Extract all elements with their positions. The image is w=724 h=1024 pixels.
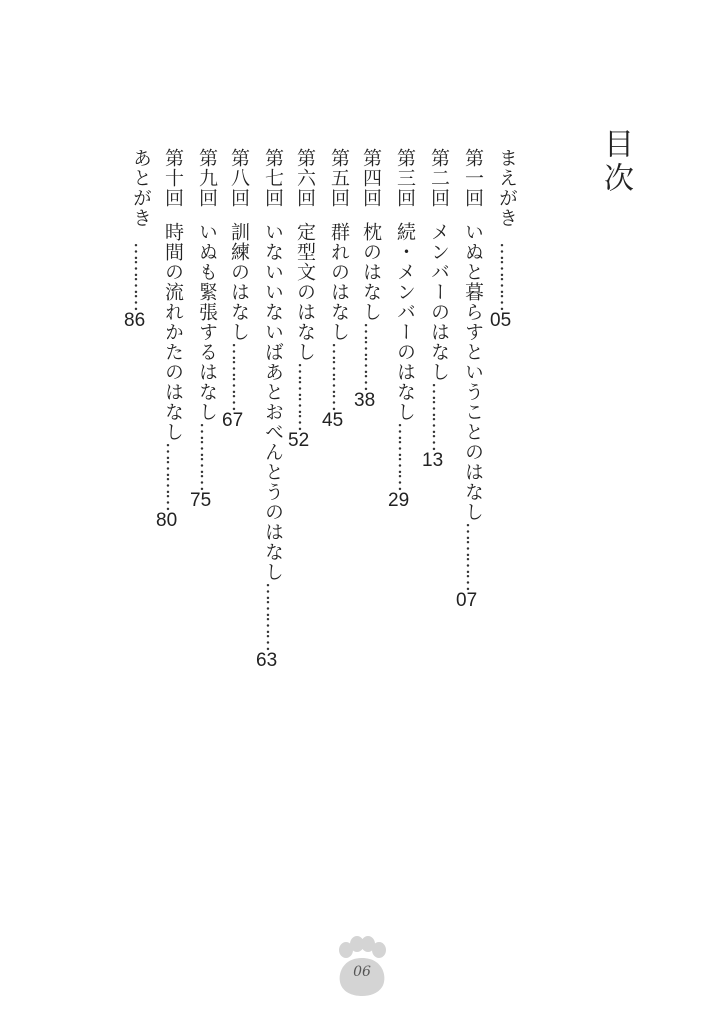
leader-dots: ………… xyxy=(462,522,484,590)
chapter-label: 第五回 xyxy=(328,148,350,208)
toc-entry-ch3[interactable] xyxy=(388,148,422,708)
toc-entry-ch7[interactable] xyxy=(256,148,290,708)
page-ref: 75 xyxy=(190,490,212,511)
chapter-label: 第七回 xyxy=(262,148,284,208)
toc-entry-ch4[interactable] xyxy=(354,148,388,708)
page-ref: 67 xyxy=(222,410,244,431)
leader-dots: ………… xyxy=(496,242,518,310)
chapter-label: 第六回 xyxy=(294,148,316,208)
toc-entry-ch9[interactable] xyxy=(190,148,224,708)
leader-dots: ………… xyxy=(196,422,218,490)
leader-dots: ………… xyxy=(328,342,350,410)
toc-entry-ch10[interactable] xyxy=(156,148,190,708)
page-ref: 05 xyxy=(490,310,512,331)
toc-entry-ch6[interactable] xyxy=(288,148,322,708)
toc-entry-afterword[interactable] xyxy=(124,148,158,708)
page-ref: 29 xyxy=(388,490,410,511)
table-of-contents xyxy=(0,148,724,708)
chapter-label: 第九回 xyxy=(196,148,218,208)
leader-dots: ………… xyxy=(228,342,250,410)
chapter-label: まえがき xyxy=(496,148,518,228)
toc-entry-ch5[interactable] xyxy=(322,148,356,708)
entry-title: メンバーのはなし xyxy=(428,222,450,382)
leader-dots: ………… xyxy=(394,422,416,490)
chapter-label: 第一回 xyxy=(462,148,484,208)
page-ref: 13 xyxy=(422,450,444,471)
page-title: 目次 xyxy=(598,128,633,196)
leader-dots: ………… xyxy=(428,382,450,450)
toc-entry-preface[interactable] xyxy=(490,148,524,708)
leader-dots: ………… xyxy=(262,582,284,650)
entry-title: 枕のはなし xyxy=(360,222,382,322)
entry-title: 続・メンバーのはなし xyxy=(394,222,416,422)
entry-title: いぬと暮らすということのはなし xyxy=(462,222,484,522)
chapter-label: 第十回 xyxy=(162,148,184,208)
leader-dots: ………… xyxy=(130,242,152,310)
toc-entry-ch1[interactable] xyxy=(456,148,490,708)
page-ref: 63 xyxy=(256,650,278,671)
entry-title: いないいないばあとおべんとうのはなし xyxy=(262,222,284,582)
page-ref: 38 xyxy=(354,390,376,411)
chapter-label: 第三回 xyxy=(394,148,416,208)
page-ref: 07 xyxy=(456,590,478,611)
page-ref: 86 xyxy=(124,310,146,331)
chapter-label: 第四回 xyxy=(360,148,382,208)
leader-dots: ………… xyxy=(162,442,184,510)
entry-title: 定型文のはなし xyxy=(294,222,316,362)
leader-dots: ………… xyxy=(360,322,382,390)
page-ref: 52 xyxy=(288,430,310,451)
chapter-label: 第八回 xyxy=(228,148,250,208)
entry-title: いぬも緊張するはなし xyxy=(196,222,218,422)
entry-title: 群れのはなし xyxy=(328,222,350,342)
leader-dots: ………… xyxy=(294,362,316,430)
chapter-label: あとがき xyxy=(130,148,152,228)
entry-title: 時間の流れかたのはなし xyxy=(162,222,184,442)
page-ref: 45 xyxy=(322,410,344,431)
toc-entry-ch8[interactable] xyxy=(222,148,256,708)
toc-entry-ch2[interactable] xyxy=(422,148,456,708)
chapter-label: 第二回 xyxy=(428,148,450,208)
page-ref: 80 xyxy=(156,510,178,531)
entry-title: 訓練のはなし xyxy=(228,222,250,342)
page-number: 06 xyxy=(353,964,371,980)
